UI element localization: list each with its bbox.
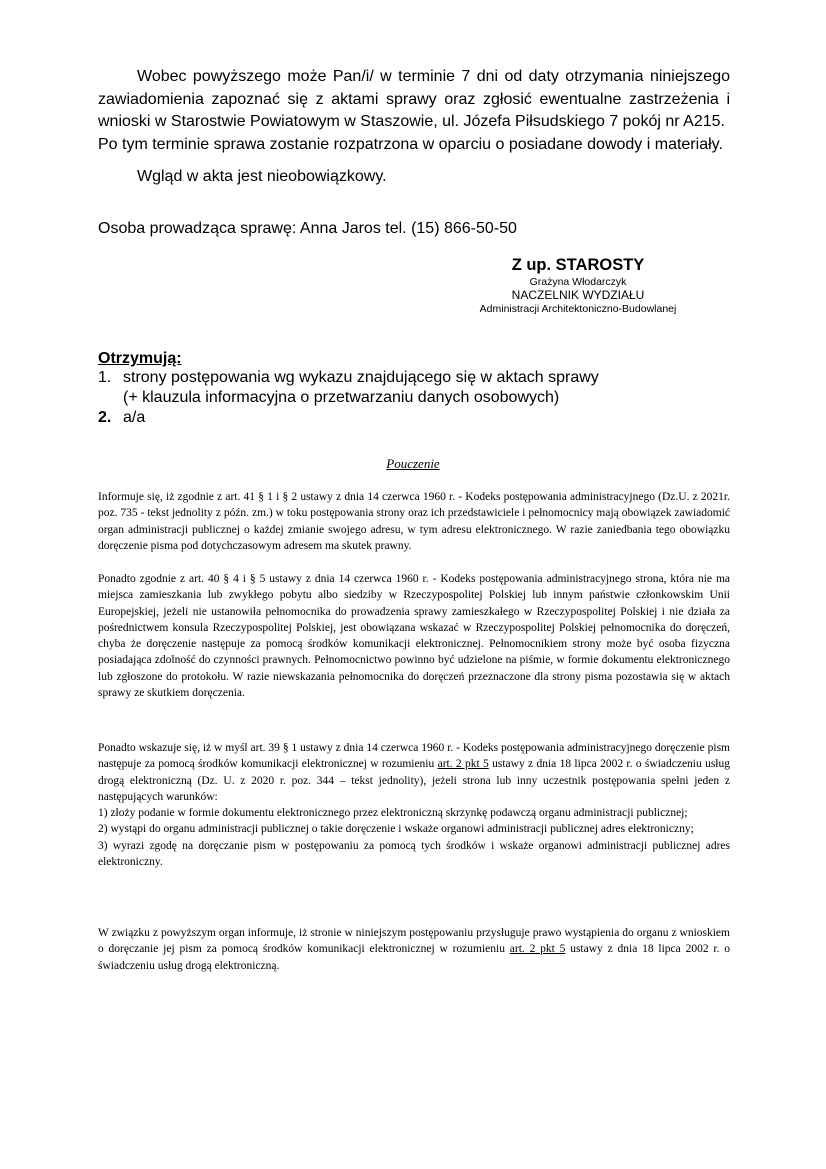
list-item-subtext: (+ klauzula informacyjna o przetwarzaniu danych osobowych)	[123, 389, 560, 406]
signatory-name: Grażyna Włodarczyk	[529, 276, 627, 288]
paragraph-text: Informuje się, iż zgodnie z art. 41 § 1 i § 2 ustawy z dnia 14 czerwca 1960 r. - Kodeks postępowania administracyjnego (Dz.U. z 2021r. poz. 735 - tekst jednolity z późn. zm.) w toku postępowania strony oraz ich przedstawiciele i pełnomocnicy mają obowiązek zawiadomić organ administracji publicznej o każdej zmianie swojego adresu, w tym adresu elektronicznego. W razie zaniedbania tego obowiązku doręczenie pisma pod dotychczasowym adresem ma skutek prawny.	[98, 491, 730, 552]
paragraph-text	[98, 740, 730, 805]
signatory-position: NACZELNIK WYDZIAŁU	[511, 288, 645, 302]
instruction-paragraph-right	[98, 925, 730, 974]
instruction-paragraph-electronic	[98, 740, 730, 870]
condition-item: 1) złoży podanie w formie dokumentu elektronicznego przez elektroniczną skrzynkę podawczą organu administracji publicznej;	[98, 807, 688, 820]
condition-item: 3) wyrazi zgodę na doręczanie pism w postępowaniu za pomocą tych środków i wskaże organowi administracji publicznej adres elektroniczny.	[98, 839, 730, 869]
law-reference-link: art. 2 pkt 5	[437, 758, 489, 771]
instruction-paragraph-address	[98, 489, 730, 554]
paragraph-text-part: ustawy z dnia 18 lipca 2002 r. o świadczeniu usług drogą elektroniczną (Dz. U. z 2020 r. poz. 344 – tekst jednolity), jeżeli strona lub inny uczestnik postępowania spełni jeden z następujących warunków:	[98, 758, 731, 803]
intro-paragraph: Wobec powyższego może Pan/i/ w terminie 7 dni od daty otrzymania niniejszego zawiadomienia zapoznać się z aktami sprawy oraz zgłosić ewentualne zastrzeżenia i wnioski w Starostwie Powiatowym w Staszowie, ul. Józefa Piłsudskiego 7 pokój nr A215.	[98, 68, 730, 130]
paragraph-text	[98, 925, 730, 974]
list-item	[98, 368, 730, 408]
case-handler-contact: Osoba prowadząca sprawę: Anna Jaros tel. (15) 866-50-50	[98, 220, 517, 237]
list-item-number: 2.	[98, 409, 112, 426]
recipients-section	[98, 349, 730, 428]
signature-block	[440, 255, 716, 316]
recipients-heading: Otrzymują:	[98, 350, 182, 367]
list-item-number: 1.	[98, 369, 112, 386]
inspection-note: Wgląd w akta jest nieobowiązkowy.	[137, 168, 387, 185]
paragraph-text-part: W związku z powyższym organ informuje, iż stronie w niniejszym postępowaniu przysługuje prawo wystąpienia do organu z wnioskiem o doręczanie jej pism za pomocą środków komunikacji elektronicznej w rozumieniu	[98, 927, 730, 956]
law-reference-link: art. 2 pkt 5	[509, 943, 566, 956]
paragraph-text: Ponadto zgodnie z art. 40 § 4 i § 5 ustawy z dnia 14 czerwca 1960 r. - Kodeks postępowania administracyjnego strona, która nie ma miejsca zamieszkania lub zwykłego pobytu albo siedziby w Rzeczypospolitej Polskiej lub innym państwie członkowskim Unii Europejskiej, jeżeli nie ustanowiła pełnomocnika do prowadzenia sprawy zamieszkałego w Rzeczypospolitej Polskiej i nie działa za pośrednictwem konsula Rzeczypospolitej Polskiej, jest obowiązana wskazać w Rzeczypospolitej Polskiej pełnomocnika do doręczeń, chyba że doręczenie następuje za pomocą środków komunikacji elektronicznej. Pełnomocnikiem strony może być osoba fizyczna posiadająca zdolność do czynności prawnych. Pełnomocnictwo powinno być udzielone na piśmie, w formie dokumentu elektronicznego lub zgłoszone do protokołu. W razie niewskazania pełnomocnika do doręczeń przeznaczone dla strony pisma pozostawia się w aktach sprawy ze skutkiem doręczenia.	[98, 573, 730, 700]
list-item-text: a/a	[123, 409, 146, 426]
signature-title: Z up. STAROSTY	[511, 256, 645, 274]
instruction-heading: Pouczenie	[386, 456, 440, 471]
list-item	[98, 408, 730, 428]
intro-paragraph-2: Po tym terminie sprawa zostanie rozpatrzona w oparciu o posiadane dowody i materiały.	[98, 135, 723, 153]
intro-text	[98, 66, 730, 156]
signatory-department: Administracji Architektoniczno-Budowlanej	[479, 303, 677, 315]
paragraph-text-part: ustawy z dnia 18 lipca 2002 r. o świadczeniu usług drogą elektroniczną.	[98, 943, 730, 972]
recipients-list	[98, 368, 730, 428]
list-item-text: strony postępowania wg wykazu znajdującego się w aktach sprawy	[123, 369, 599, 386]
condition-item: 2) wystąpi do organu administracji publicznej o takie doręczenie i wskaże organowi administracji publicznej adres elektroniczny;	[98, 823, 694, 836]
paragraph-text-part: Ponadto wskazuje się, iż w myśl art. 39 § 1 ustawy z dnia 14 czerwca 1960 r. - Kodeks postępowania administracyjnego doręczenie pism następuje za pomocą środków komunikacji elektronicznej w rozumieniu	[98, 742, 730, 771]
instruction-paragraph-representative	[98, 571, 730, 701]
